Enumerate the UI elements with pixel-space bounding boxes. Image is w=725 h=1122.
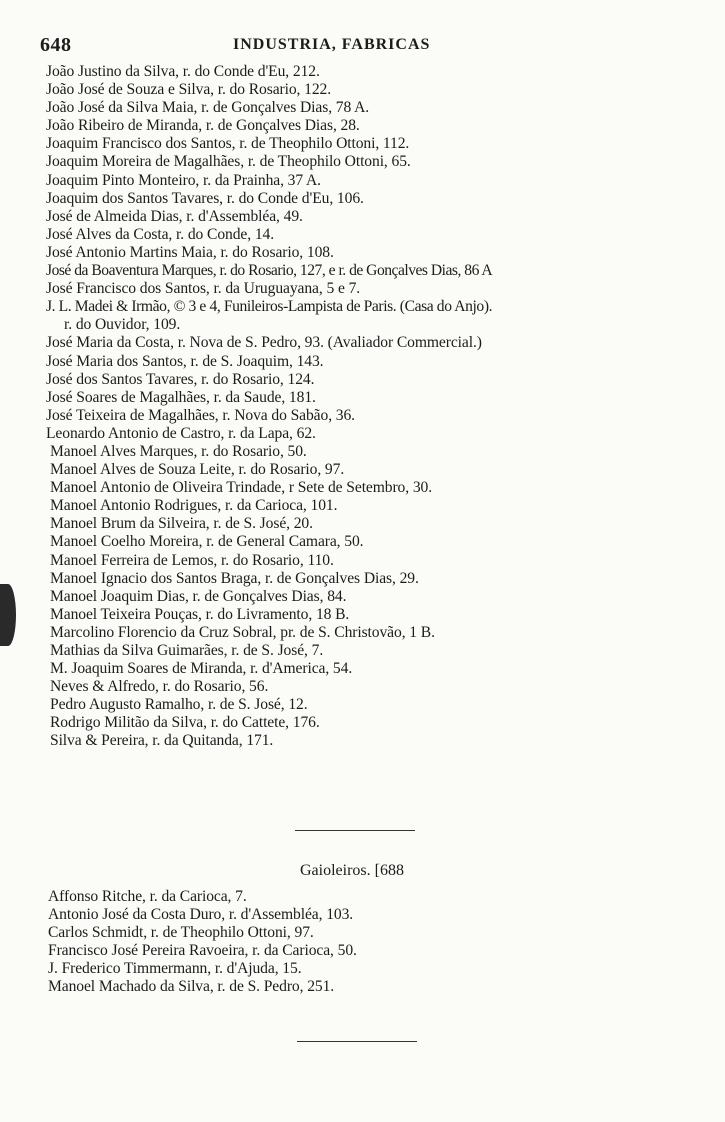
- list-item: Manoel Ignacio dos Santos Braga, r. de Gonçalves Dias, 29.: [50, 569, 419, 587]
- list-item: João Justino da Silva, r. do Conde d'Eu, 212.: [46, 63, 320, 80]
- list-item: José Maria dos Santos, r. de S. Joaquim, 143.: [46, 352, 324, 370]
- list-item: Joaquim Pinto Monteiro, r. da Prainha, 37 A.: [46, 171, 321, 189]
- running-title: INDUSTRIA, FABRICAS: [233, 36, 431, 53]
- list-item: Mathias da Silva Guimarães, r. de S. José, 7.: [50, 642, 324, 659]
- list-item: Rodrigo Militão da Silva, r. do Cattete, 176.: [50, 714, 320, 732]
- list-item: João Ribeiro de Miranda, r. de Gonçalves Dias, 28.: [46, 117, 360, 135]
- list-item: Manoel Joaquim Dias, r. de Gonçalves Dias, 84.: [50, 587, 347, 605]
- gaioleiros-entry-list: [48, 888, 688, 997]
- list-item: J. L. Madei & Irmão, © 3 e 4, Funileiros-Lampista de Paris. (Casa do Anjo).: [46, 298, 493, 316]
- main-entry-list: [46, 63, 686, 751]
- list-item: José de Almeida Dias, r. d'Assembléa, 49.: [46, 207, 303, 225]
- list-item: Carlos Schmidt, r. de Theophilo Ottoni, 97.: [48, 924, 314, 942]
- list-item: Marcolino Florencio da Cruz Sobral, pr. de S. Christovão, 1 B.: [50, 623, 435, 641]
- list-item: Leonardo Antonio de Castro, r. da Lapa, 62.: [46, 424, 316, 442]
- list-item: Manoel Antonio Rodrigues, r. da Carioca, 101.: [50, 497, 338, 515]
- list-item: M. Joaquim Soares de Miranda, r. d'America, 54.: [50, 660, 353, 678]
- list-item: José Francisco dos Santos, r. da Uruguayana, 5 e 7.: [46, 280, 361, 298]
- list-item: Pedro Augusto Ramalho, r. de S. José, 12.: [50, 696, 308, 714]
- page-number: 648: [40, 34, 72, 56]
- list-item: Manoel Antonio de Oliveira Trindade, r Sete de Setembro, 30.: [50, 479, 433, 497]
- section-title: Gaioleiros. [688: [300, 862, 404, 879]
- list-item: José Maria da Costa, r. Nova de S. Pedro, 93. (Avaliador Commercial.): [46, 334, 482, 352]
- list-item: Manoel Coelho Moreira, r. de General Camara, 50.: [50, 533, 364, 551]
- list-item: Neves & Alfredo, r. do Rosario, 56.: [50, 678, 269, 696]
- ink-smudge: [0, 584, 16, 646]
- list-item: Manoel Teixeira Pouças, r. do Livramento, 18 B.: [50, 605, 350, 623]
- list-item: Manoel Alves de Souza Leite, r. do Rosario, 97.: [50, 461, 345, 479]
- section-divider: [295, 830, 415, 831]
- list-item: Antonio José da Costa Duro, r. d'Assembléa, 103.: [48, 906, 354, 924]
- list-item: José dos Santos Tavares, r. do Rosario, 124.: [46, 370, 315, 388]
- list-item: Joaquim Moreira de Magalhães, r. de Theophilo Ottoni, 65.: [46, 153, 411, 171]
- section-divider: [297, 1041, 417, 1042]
- list-item: José Antonio Martins Maia, r. do Rosario, 108.: [46, 243, 334, 261]
- list-item: Silva & Pereira, r. da Quitanda, 171.: [50, 732, 274, 750]
- list-item: José da Boaventura Marques, r. do Rosario, 127, e r. de Gonçalves Dias, 86 A: [46, 262, 493, 280]
- list-item: Francisco José Pereira Ravoeira, r. da Carioca, 50.: [48, 942, 357, 960]
- list-item: J. Frederico Timmermann, r. d'Ajuda, 15.: [48, 960, 302, 978]
- list-item: José Soares de Magalhães, r. da Saude, 181.: [46, 388, 316, 406]
- list-item: João José da Silva Maia, r. de Gonçalves Dias, 78 A.: [46, 99, 370, 117]
- list-item: José Alves da Costa, r. do Conde, 14.: [46, 225, 275, 243]
- list-item: Manoel Ferreira de Lemos, r. do Rosario, 110.: [50, 551, 334, 569]
- list-item: Manoel Brum da Silveira, r. de S. José, 20.: [50, 515, 313, 533]
- list-item: Manoel Alves Marques, r. do Rosario, 50.: [50, 442, 307, 460]
- list-item: Joaquim dos Santos Tavares, r. do Conde d'Eu, 106.: [46, 189, 364, 207]
- list-item: João José de Souza e Silva, r. do Rosario, 122.: [46, 81, 332, 99]
- list-item: José Teixeira de Magalhães, r. Nova do Sabão, 36.: [46, 406, 355, 424]
- list-item: Manoel Machado da Silva, r. de S. Pedro, 251.: [48, 978, 335, 996]
- list-item-continuation: r. do Ouvidor, 109.: [64, 316, 181, 334]
- page-header: [40, 34, 680, 58]
- list-item: Affonso Ritche, r. da Carioca, 7.: [48, 888, 247, 905]
- list-item: Joaquim Francisco dos Santos, r. de Theophilo Ottoni, 112.: [46, 135, 410, 153]
